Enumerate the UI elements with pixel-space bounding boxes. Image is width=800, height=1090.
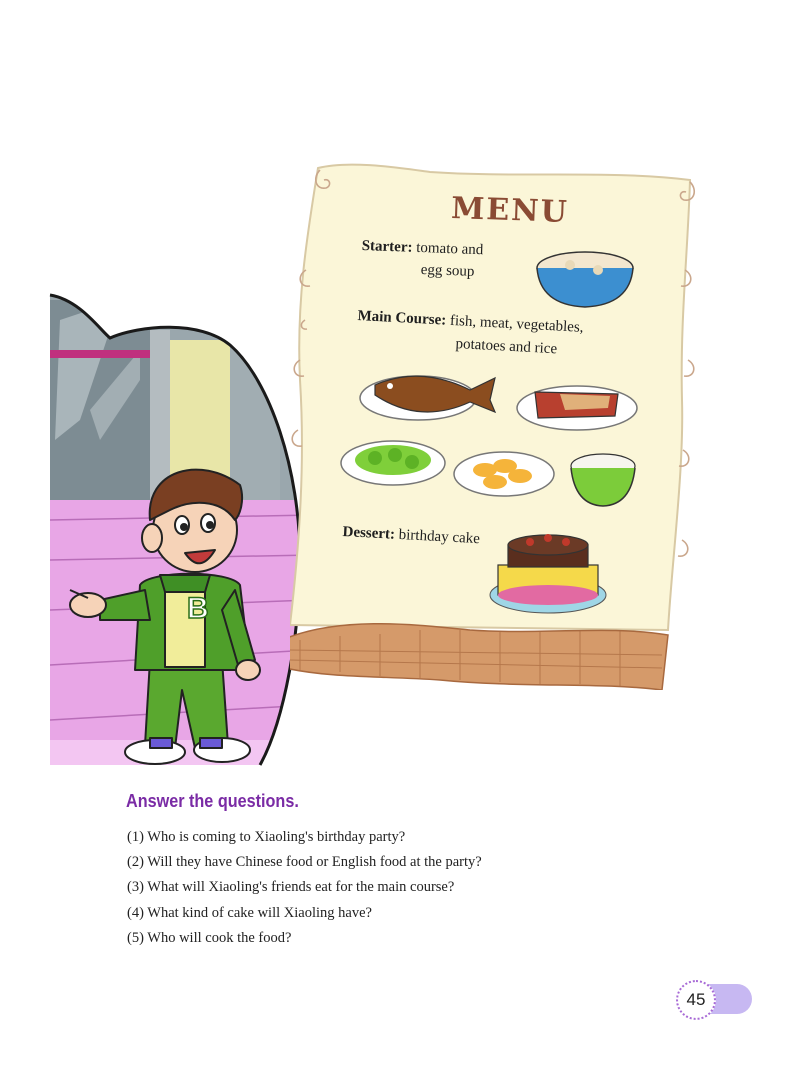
dessert-text: birthday cake xyxy=(398,526,481,548)
main-course-line2: potatoes and rice xyxy=(455,336,558,358)
page-number: 45 xyxy=(686,990,706,1009)
jacket-letter: B xyxy=(187,592,209,625)
question-item: (3) What will Xiaoling's friends eat for the main course? xyxy=(127,879,455,896)
question-item: (1) Who is coming to Xiaoling's birthday party? xyxy=(127,829,406,845)
menu-title: MENU xyxy=(450,190,570,231)
main-course-line1: fish, meat, vegetables, xyxy=(449,312,584,336)
starter-line2: egg soup xyxy=(420,262,475,280)
dessert-label: Dessert: xyxy=(342,524,396,543)
question-item: (2) Will they have Chinese food or English food at the party? xyxy=(127,854,482,871)
questions-heading: Answer the questions. xyxy=(126,791,299,811)
boy-illustration xyxy=(0,280,330,770)
question-item: (5) Who will cook the food? xyxy=(127,929,292,946)
main-course-label: Main Course: xyxy=(357,308,447,329)
starter-line1: tomato and xyxy=(415,239,484,259)
questions-list xyxy=(127,827,482,953)
menu-scroll xyxy=(290,150,700,690)
meat-plate-icon xyxy=(517,386,637,430)
potatoes-plate-icon xyxy=(454,452,554,496)
starter-label: Starter: xyxy=(361,238,413,256)
question-item: (4) What kind of cake will Xiaoling have? xyxy=(127,904,372,921)
vegetables-plate-icon xyxy=(341,441,445,485)
